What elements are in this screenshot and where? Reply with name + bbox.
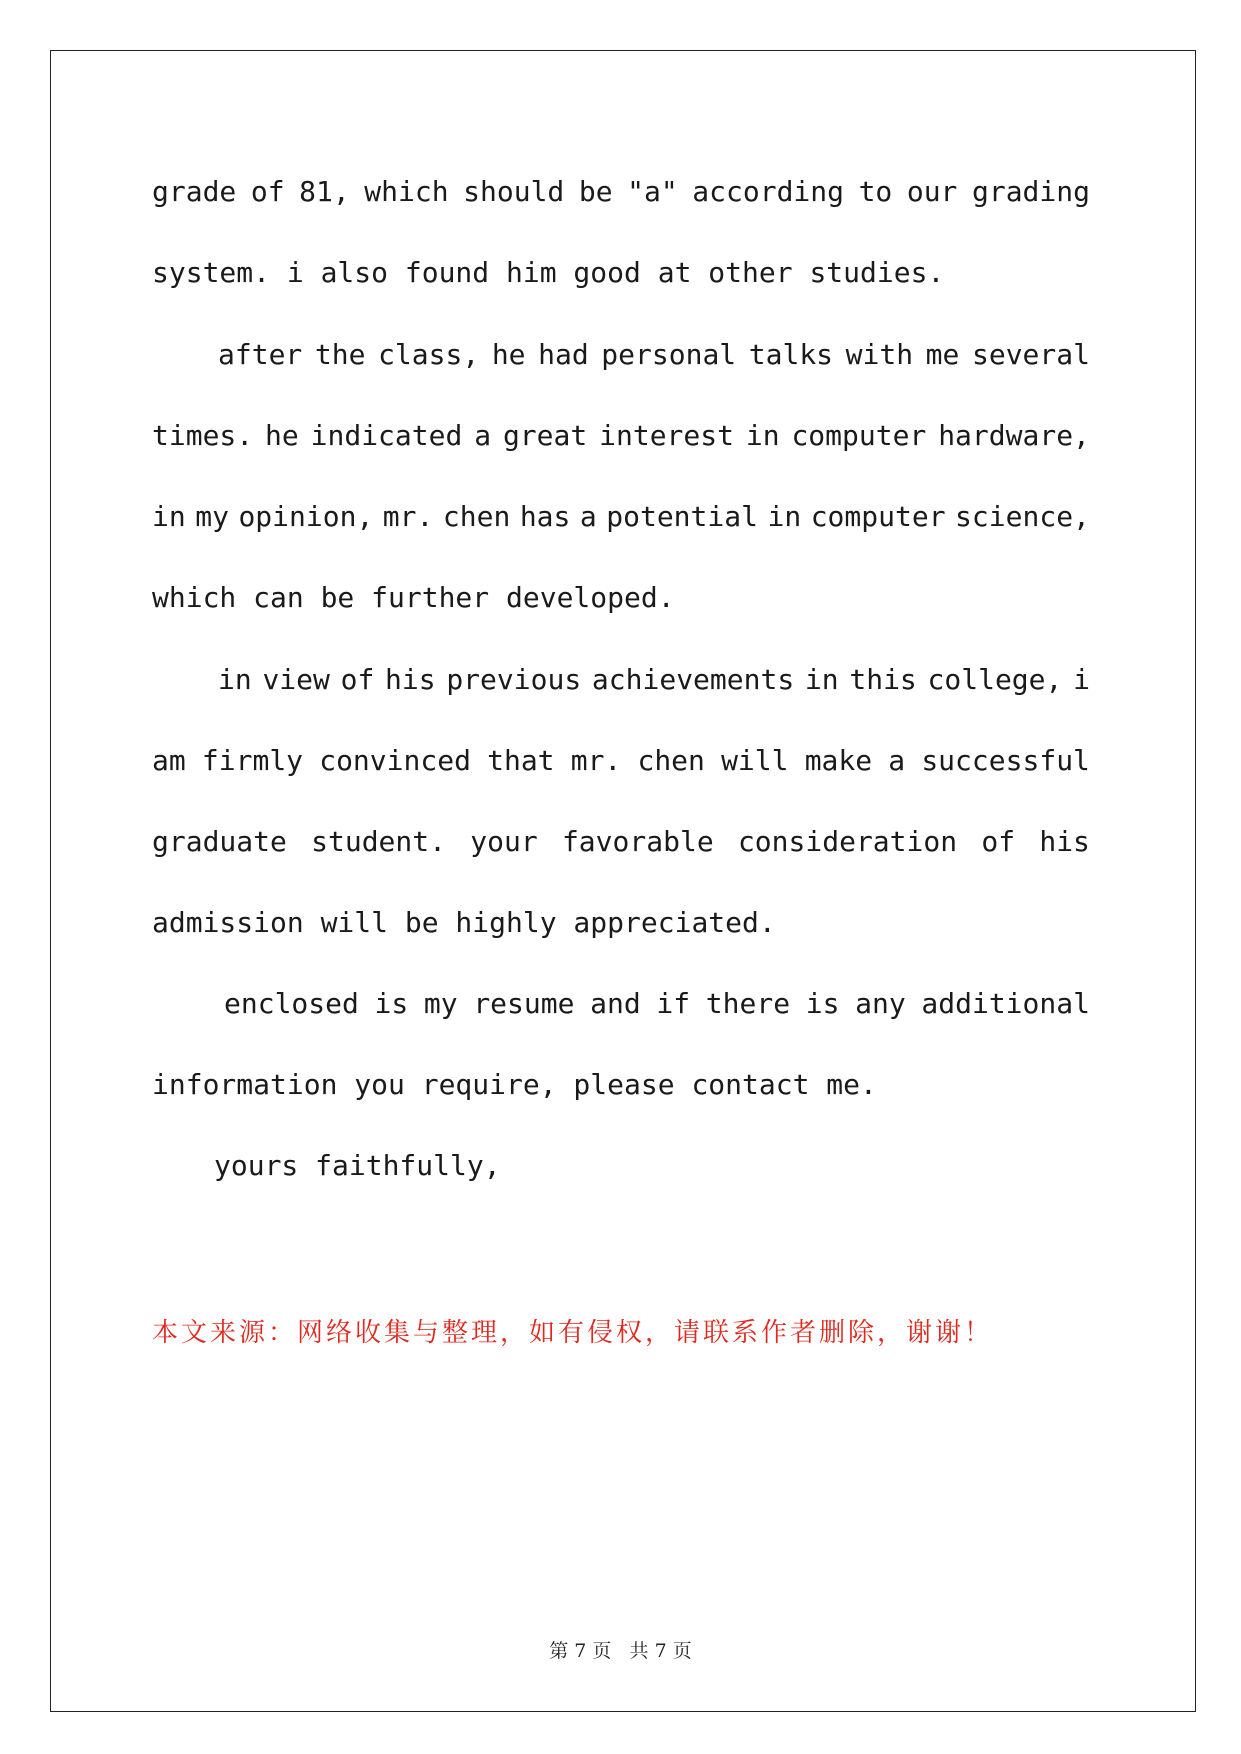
word: interest [599,419,734,452]
letter-line [152,500,1090,533]
word: grading [971,175,1090,208]
word: a [474,419,492,452]
letter-line [218,663,1090,696]
word: graduate [152,825,287,858]
word: potential [606,500,758,533]
word: after [218,338,303,371]
word: my [423,987,458,1020]
word: with [845,338,914,371]
word: that [487,744,555,777]
word: me [925,338,960,371]
word: opinion, [238,500,374,533]
word: in [218,663,252,696]
word: this [849,663,917,696]
word: mr. [570,744,622,777]
letter-line: system. i also found him good at other studies. [152,256,945,289]
word: a [888,744,906,777]
word: enclosed [224,987,359,1020]
word: his [1039,825,1090,858]
word: grade [152,175,237,208]
word: if [656,987,691,1020]
letter-line: yours faithfully, [214,1149,501,1182]
word: to [858,175,893,208]
word: in [745,419,780,452]
word: college, [927,663,1063,696]
word: "a" [627,175,678,208]
word: he [265,419,299,452]
word: personal [601,338,737,371]
word: talks [748,338,834,371]
word: his [385,663,436,696]
word: is [805,987,840,1020]
source-notice: 本文来源：网络收集与整理，如有侵权，请联系作者删除，谢谢！ [152,1318,994,1348]
word: is [374,987,409,1020]
word: be [578,175,613,208]
word: am [152,744,186,777]
word: view [262,663,330,696]
word: mr. [382,500,434,533]
word: science, [955,500,1090,533]
letter-line [152,419,1090,452]
word: will [721,744,789,777]
word: indicated [310,419,463,452]
letter-line [224,987,1090,1020]
word: computer [810,500,946,533]
letter-line [152,175,1090,208]
word: achievements [591,663,795,696]
word: the [314,338,366,371]
word: great [502,419,588,452]
word: additional [921,987,1090,1020]
word: of [340,663,375,696]
word: make [804,744,873,777]
word: class, [378,338,480,371]
word: of [250,175,285,208]
word: and [590,987,641,1020]
letter-line [152,825,1090,858]
word: had [538,338,589,371]
word: several [971,338,1090,371]
word: in [804,663,839,696]
word: a [579,500,597,533]
word: computer [791,419,927,452]
word: favorable [561,825,714,858]
word: in [152,500,186,533]
word: convinced [319,744,471,777]
word: 81, [299,175,350,208]
word: hardware, [938,419,1090,452]
word: has [519,500,571,533]
page-footer: 第 7 页 共 7 页 [549,1640,692,1662]
word: our [906,175,958,208]
word: your [470,825,538,858]
word: student. [311,825,446,858]
letter-line: admission will be highly appreciated. [152,906,776,939]
word: chen [637,744,705,777]
letter-line [152,744,1090,777]
word: of [981,825,1016,858]
word: chen [442,500,511,533]
letter-line: information you require, please contact me. [152,1068,877,1101]
word: should [463,175,565,208]
letter-line [218,338,1090,371]
letter-line: which can be further developed. [152,581,675,614]
word: times. [152,419,254,452]
word: my [195,500,229,533]
word: in [767,500,802,533]
word: successful [921,744,1090,777]
word: previous [446,663,582,696]
word: according [692,175,844,208]
word: any [855,987,906,1020]
word: firmly [201,744,304,777]
word: consideration [737,825,958,858]
word: there [705,987,791,1020]
word: i [1073,663,1090,696]
page-frame [50,50,1196,1712]
word: which [364,175,449,208]
word: resume [473,987,575,1020]
word: he [491,338,526,371]
